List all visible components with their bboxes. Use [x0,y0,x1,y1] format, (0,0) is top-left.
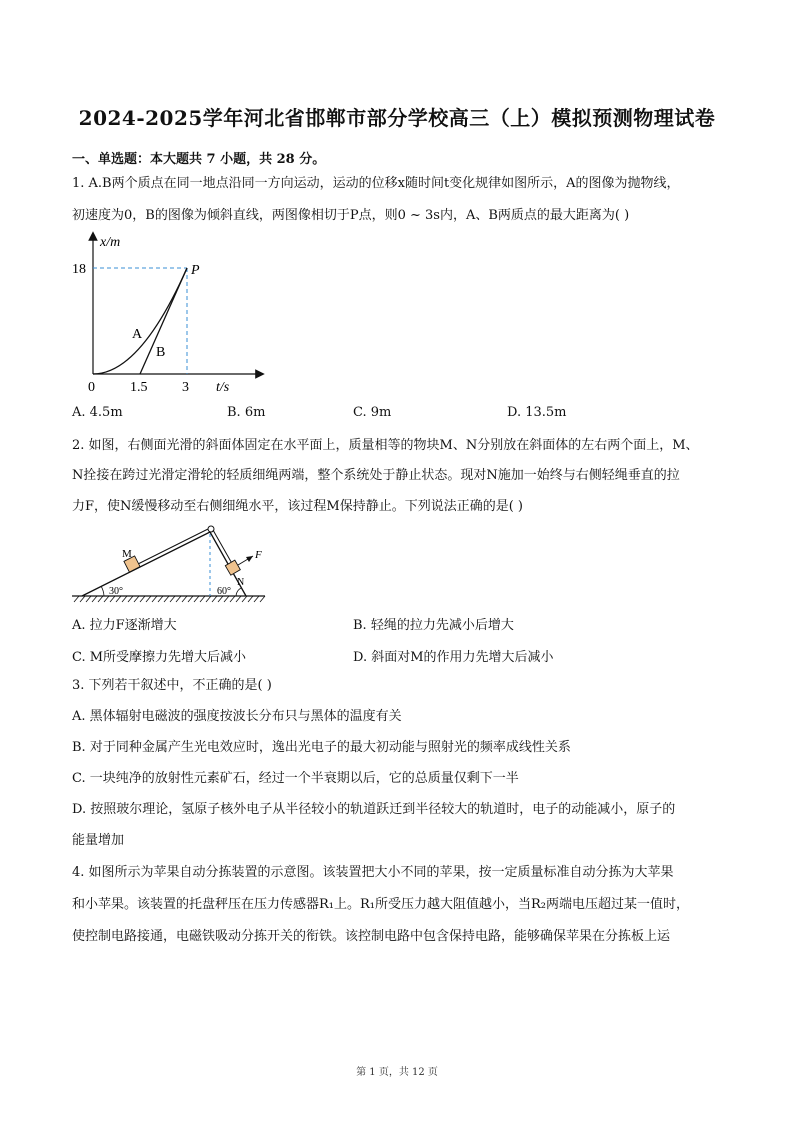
q2-stem-line3: 力F，使N缓慢移动至右侧细绳水平，该过程M保持静止。下列说法正确的是( ) [72,499,523,514]
q1-point-p-label: P [191,263,200,278]
q1-option-d: D. 13.5m [507,405,567,420]
q1-option-a: A. 4.5m [72,405,123,420]
section-heading: 一、单选题：本大题共 7 小题，共 28 分。 [72,152,326,167]
q2-label-n: N [237,577,245,588]
q2-stem-line2: N拴接在跨过光滑定滑轮的轻质细绳两端，整个系统处于静止状态。现对N施加一始终与右侧轻绳垂直的拉 [72,468,680,483]
q3-option-c: C. 一块纯净的放射性元素矿石，经过一个半衰期以后，它的总质量仅剩下一半 [72,771,519,786]
q2-incline-diagram [70,522,270,604]
q1-line-b-label: B [156,345,166,360]
q1-option-c: C. 9m [353,405,392,420]
q1-x-tick-3: 3 [182,380,189,395]
q1-curve-a-label: A [132,327,143,342]
q1-x-tick-1-5: 1.5 [130,380,148,395]
q2-option-b: B. 轻绳的拉力先减小后增大 [353,618,514,633]
q3-option-d-line1: D. 按照玻尔理论，氢原子核外电子从半径较小的轨道跃迁到半径较大的轨道时，电子的动能减小，原子的 [72,802,676,817]
page-title: 2024-2025学年河北省邯郸市部分学校高三（上）模拟预测物理试卷 [78,106,716,130]
q3-option-a: A. 黑体辐射电磁波的强度按波长分布只与黑体的温度有关 [72,709,402,724]
q1-stem-line1: 1. A.B两个质点在同一地点沿同一方向运动，运动的位移x随时间t变化规律如图所示，A的图像为抛物线， [72,176,680,191]
q1-y-axis-label: x/m [100,235,121,250]
q2-angle-arc-right [236,588,241,596]
q2-option-a: A. 拉力F逐渐增大 [72,618,177,633]
q2-angle-arc-left [101,586,104,596]
q1-y-tick-18: 18 [72,262,86,277]
q1-curve-a [93,268,187,374]
q2-rope-right [213,530,234,567]
q3-option-b: B. 对于同种金属产生光电效应时，逸出光电子的最大初动能与照射光的频率成线性关系 [72,740,571,755]
q4-stem-line3: 使控制电路接通，电磁铁吸动分拣开关的衔铁。该控制电路中包含保持电路，能够确保苹果在分拣板上运 [72,929,671,944]
q2-rope-left [134,528,210,566]
q4-stem-line1: 4. 如图所示为苹果自动分拣装置的示意图。该装置把大小不同的苹果，按一定质量标准自动分拣为大苹果 [72,865,674,880]
q1-origin-label: 0 [88,380,95,395]
q3-option-d-line2: 能量增加 [72,833,125,848]
q2-angle-right: 60° [217,586,231,597]
q2-label-m: M [122,548,132,560]
q4-stem-line2: 和小苹果。该装置的托盘秤压在压力传感器R₁上。R₁所受压力越大阻值越小，当R₂两端电压超过某一值时， [72,897,689,912]
q1-option-b: B. 6m [227,405,266,420]
q2-option-d: D. 斜面对M的作用力先增大后减小 [353,650,554,665]
q2-label-f: F [255,549,262,561]
q1-x-axis-label: t/s [216,380,230,395]
q2-option-c: C. M所受摩擦力先增大后减小 [72,650,247,665]
page-footer: 第 1 页，共 12 页 [356,1067,438,1078]
q2-stem-line1: 2. 如图，右侧面光滑的斜面体固定在水平面上，质量相等的物块M、N分别放在斜面体的左右两个面上，M、 [72,438,699,453]
q1-stem-line2: 初速度为0，B的图像为倾斜直线，两图像相切于P点，则0 ~ 3s内，A、B两质点的最大距离为( ) [72,208,630,223]
q3-stem: 3. 下列若干叙述中，不正确的是( ) [72,678,272,693]
q2-angle-left: 30° [109,586,123,597]
q1-xt-graph [60,228,270,396]
